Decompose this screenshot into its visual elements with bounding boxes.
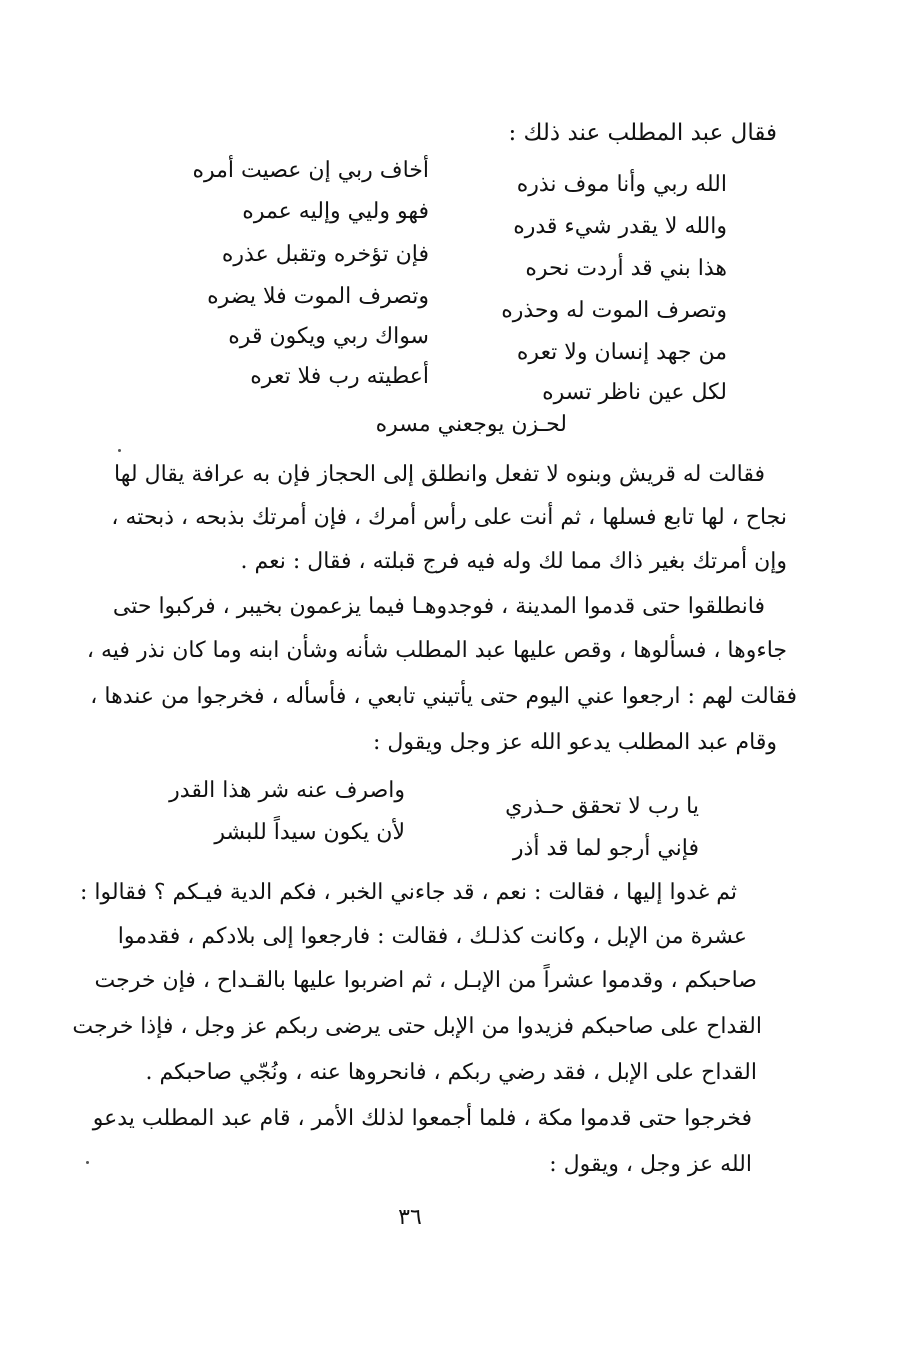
poem1-right-verse-3: هذا بني قد أردت نحره — [525, 256, 727, 281]
poem2-left-verse-1: واصرف عنه شر هذا القدر — [169, 778, 405, 803]
poem1-left-verse-4: وتصرف الموت فلا يضره — [207, 284, 429, 309]
paragraph-3-line-4: القداح على صاحبكم فزيدوا من الإبل حتى يرضى ربكم عز وجل ، فإذا خرجت — [72, 1014, 762, 1039]
poem1-right-verse-4: وتصرف الموت له وحذره — [501, 298, 727, 323]
paragraph-3-line-5: القداح على الإبل ، فقد رضي ربكم ، فانحروها عنه ، ونُجّي صاحبكم . — [145, 1060, 757, 1085]
paragraph-2-line-4: وقام عبد المطلب يدعو الله عز وجل ويقول : — [372, 730, 777, 755]
paragraph-3-line-2: عشرة من الإبل ، وكانت كذلـك ، فقالت : فارجعوا إلى بلادكم ، فقدموا — [117, 924, 747, 949]
paragraph-1-line-1: فقالت له قريش وبنوه لا تفعل وانطلق إلى الحجاز فإن به عرافة يقال لها — [114, 462, 765, 487]
poem1-left-verse-3: فإن تؤخره وتقبل عذره — [221, 242, 429, 267]
paragraph-3-line-1: ثم غدوا إليها ، فقالت : نعم ، قد جاءني الخبر ، فكم الدية فيـكم ؟ فقالوا : — [79, 880, 737, 905]
paragraph-1-line-3: وإن أمرتك بغير ذاك مما لك وله فيه فرج قبلته ، فقال : نعم . — [240, 549, 787, 574]
print-speck — [118, 449, 121, 452]
poem1-center-verse: لحـزن يوجعني مسره — [375, 412, 567, 437]
paragraph-2-line-3: فقالت لهم : ارجعوا عني اليوم حتى يأتيني تابعي ، فأسأله ، فخرجوا من عندها ، — [90, 684, 797, 709]
intro-line: فقال عبد المطلب عند ذلك : — [508, 120, 777, 146]
paragraph-1-line-2: نجاح ، لها تابع فسلها ، ثم أنت على رأس أمرك ، فإن أمرتك بذبحه ، ذبحته ، — [111, 505, 787, 530]
poem1-right-verse-2: والله لا يقدر شيء قدره — [513, 214, 727, 239]
paragraph-4-line-1: فخرجوا حتى قدموا مكة ، فلما أجمعوا لذلك الأمر ، قام عبد المطلب يدعو — [92, 1106, 752, 1131]
poem1-left-verse-5: سواك ربي ويكون قره — [228, 324, 429, 349]
poem1-left-verse-2: فهو وليي وإليه عمره — [242, 199, 429, 224]
page-number: ٣٦ — [398, 1205, 422, 1230]
paragraph-2-line-1: فانطلقوا حتى قدموا المدينة ، فوجدوهـا فيما يزعمون بخيبر ، فركبوا حتى — [112, 594, 765, 619]
paragraph-3-line-3: صاحبكم ، وقدموا عشراً من الإبـل ، ثم اضربوا عليها بالقـداح ، فإن خرجت — [94, 968, 757, 993]
poem1-left-verse-1: أخاف ربي إن عصيت أمره — [192, 158, 429, 183]
poem2-right-verse-2: فإني أرجو لما قد أذر — [512, 836, 699, 861]
print-speck — [86, 1161, 89, 1164]
paragraph-2-line-2: جاءوها ، فسألوها ، وقص عليها عبد المطلب شأنه وشأن ابنه وما كان نذر فيه ، — [86, 638, 787, 663]
poem1-left-verse-6: أعطيته رب فلا تعره — [250, 364, 429, 389]
poem2-left-verse-2: لأن يكون سيداً للبشر — [214, 820, 405, 845]
poem2-right-verse-1: يا رب لا تحقق حـذري — [505, 794, 699, 819]
paragraph-4-line-2: الله عز وجل ، ويقول : — [549, 1152, 752, 1177]
poem1-right-verse-1: الله ربي وأنا موف نذره — [516, 172, 727, 197]
poem1-right-verse-6: لكل عين ناظر تسره — [542, 380, 727, 405]
poem1-right-verse-5: من جهد إنسان ولا تعره — [516, 340, 727, 365]
